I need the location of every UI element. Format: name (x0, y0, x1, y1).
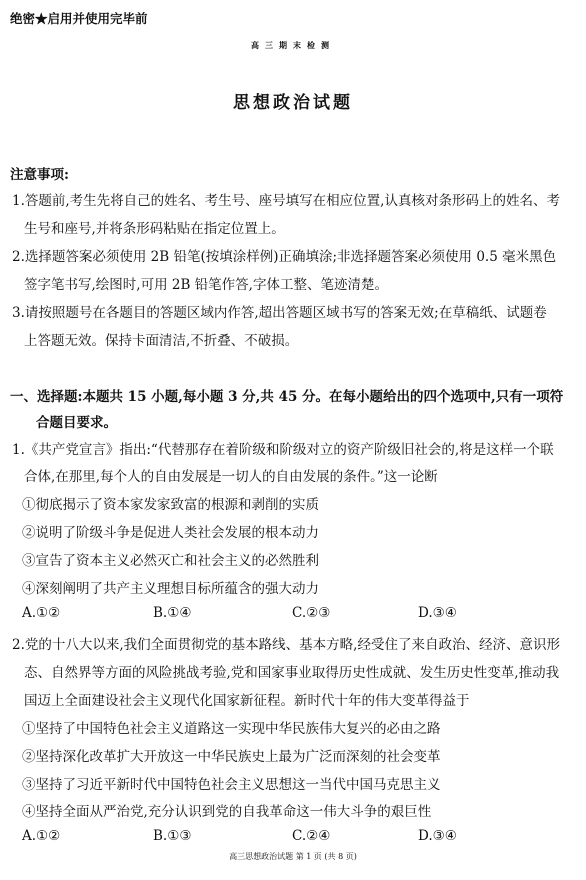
question-2-statement-1: ①坚持了中国特色社会主义道路这一实现中华民族伟大复兴的必由之路 (22, 721, 441, 737)
note-2-line-2: 签字笔书写,绘图时,可用 2B 铅笔作答,字体工整、笔迹清楚。 (24, 277, 388, 293)
note-2-line-1: 2.选择题答案必须使用 2B 铅笔(按填涂样例)正确填涂;非选择题答案必须使用 0.5 毫米黑色 (12, 249, 557, 265)
question-2-statement-3: ③坚持了习近平新时代中国特色社会主义思想这一当代中国马克思主义 (22, 777, 441, 793)
section-heading-line-2: 合题目要求。 (36, 415, 117, 431)
question-1-option-a: A.①② (22, 605, 61, 621)
question-2-statement-4: ④坚持全面从严治党,充分认识到党的自我革命这一伟大斗争的艰巨性 (22, 804, 432, 820)
exam-title: 高三期末检测 (251, 40, 335, 50)
note-3-line-1: 3.请按照题号在各题目的答题区域内作答,超出答题区域书写的答案无效;在草稿纸、试题卷 (12, 305, 547, 321)
question-2-stem-line-2: 态、自然界等方面的风险挑战考验,党和国家事业取得历史性成就、发生历史性变革,推动我 (24, 665, 560, 681)
question-2-stem-line-3: 国迈上全面建设社会主义现代化国家新征程。新时代十年的伟大变革得益于 (24, 693, 470, 709)
question-1-statement-1: ①彻底揭示了资本家发家致富的根源和剥削的实质 (22, 497, 319, 513)
question-2-option-c: C.②④ (292, 828, 331, 844)
subject-title: 思想政治试题 (233, 93, 353, 113)
question-1-stem-line-1: 1.《共产党宣言》指出:“代替那存在着阶级和阶级对立的资产阶级旧社会的,将是这样一个联 (12, 442, 554, 458)
section-heading-line-1: 一、选择题:本题共 15 小题,每小题 3 分,共 45 分。在每小题给出的四个选项中,只有一项符 (10, 389, 564, 405)
question-2-statement-2: ②坚持深化改革扩大开放这一中华民族史上最为广泛而深刻的社会变革 (22, 749, 441, 765)
question-1-option-c: C.②③ (292, 605, 331, 621)
note-1-line-1: 1.答题前,考生先将自己的姓名、考生号、座号填写在相应位置,认真核对条形码上的姓名、考 (12, 193, 560, 209)
question-2-stem-line-1: 2.党的十八大以来,我们全面贯彻党的基本路线、基本方略,经受住了来自政治、经济、意识形 (12, 637, 560, 653)
question-1-statement-4: ④深刻阐明了共产主义理想目标所蕴含的强大动力 (22, 581, 319, 597)
question-1-option-b: B.①④ (153, 605, 192, 621)
question-2-option-d: D.③④ (418, 828, 457, 844)
question-1-stem-line-2: 合体,在那里,每个人的自由发展是一切人的自由发展的条件。”这一论断 (24, 469, 438, 485)
question-1-statement-3: ③宣告了资本主义必然灭亡和社会主义的必然胜利 (22, 553, 319, 569)
note-3-line-2: 上答题无效。保持卡面清洁,不折叠、不破损。 (24, 333, 299, 349)
notes-heading: 注意事项: (10, 167, 69, 183)
question-1-option-d: D.③④ (418, 605, 457, 621)
secret-mark: 绝密★启用并使用完毕前 (10, 11, 148, 26)
question-2-option-b: B.①③ (153, 828, 192, 844)
note-1-line-2: 生号和座号,并将条形码粘贴在指定位置上。 (24, 221, 285, 237)
question-1-statement-2: ②说明了阶级斗争是促进人类社会发展的根本动力 (22, 525, 319, 541)
page-footer: 高三思想政治试题 第 1 页 (共 8 页) (229, 852, 357, 861)
question-2-option-a: A.①② (22, 828, 61, 844)
